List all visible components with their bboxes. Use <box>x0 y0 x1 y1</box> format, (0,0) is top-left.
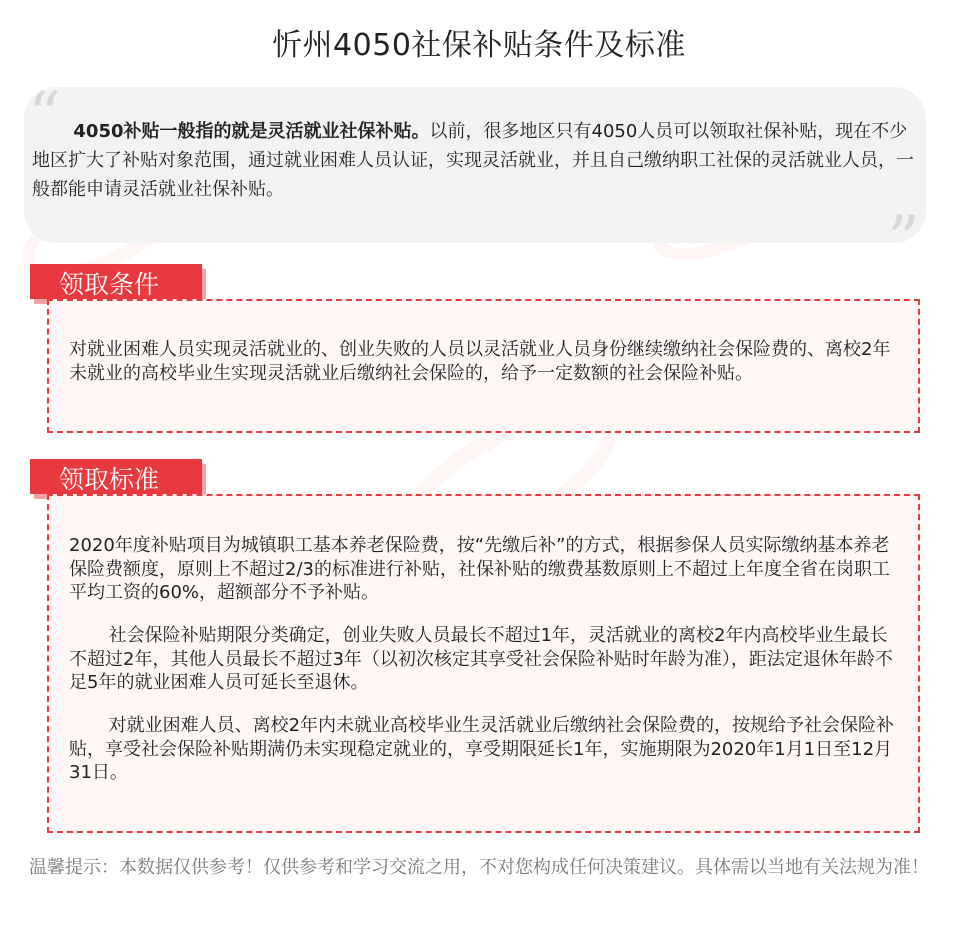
footer-disclaimer: 温馨提示：本数据仅供参考！仅供参考和学习交流之用，不对您构成任何决策建议。具体需以当地有关法规为准！ <box>29 857 929 878</box>
intro-paragraph <box>32 117 916 204</box>
section-heading-label: 领取条件 <box>59 270 160 299</box>
section-box-standards <box>47 494 920 833</box>
section-paragraph: 对就业困难人员实现灵活就业的、创业失败的人员以灵活就业人员身份继续缴纳社会保险费的、离校2年未就业的高校毕业生实现灵活就业后缴纳社会保险的，给予一定数额的社会保险补贴。 <box>69 339 891 384</box>
intro-text: 以前，很多地区只有4050人员可以领取社保补贴，现在不少地区扩大了补贴对象范围，通过就业困难人员认证，实现灵活就业，并且自己缴纳职工社保的灵活就业人员，一般都能申请灵活就业社保补贴。 <box>32 121 914 200</box>
quote-close-icon: ” <box>887 203 920 277</box>
section-heading-conditions <box>30 264 202 299</box>
section-heading-standards <box>30 459 202 494</box>
page-title: 忻州4050社保补贴条件及标准 <box>272 28 686 63</box>
section-paragraph: 社会保险补贴期限分类确定，创业失败人员最长不超过1年，灵活就业的离校2年内高校毕业生最长不超过2年，其他人员最长不超过3年（以初次核定其享受社会保险补贴时年龄为准），距法定退休年龄不足5年的就业困难人员可延长至退休。 <box>69 625 893 693</box>
section-paragraph: 2020年度补贴项目为城镇职工基本养老保险费，按“先缴后补”的方式，根据参保人员实际缴纳基本养老保险费额度，原则上不超过2/3的标准进行补贴，社保补贴的缴费基数原则上不超过上年度全省在岗职工平均工资的60%，超额部分不予补贴。 <box>69 535 890 603</box>
section-heading-label: 领取标准 <box>59 465 160 494</box>
quote-open-icon: “ <box>28 79 61 153</box>
intro-box <box>24 79 926 277</box>
section-box-conditions <box>47 299 920 433</box>
intro-bold-lead: 4050补贴一般指的就是灵活就业社保补贴。 <box>73 121 430 142</box>
section-paragraph: 对就业困难人员、离校2年内未就业高校毕业生灵活就业后缴纳社会保险费的，按规给予社会保险补贴，享受社会保险补贴期满仍未实现稳定就业的，享受期限延长1年，实施期限为2020年1月1日至12月31日。 <box>69 715 895 783</box>
